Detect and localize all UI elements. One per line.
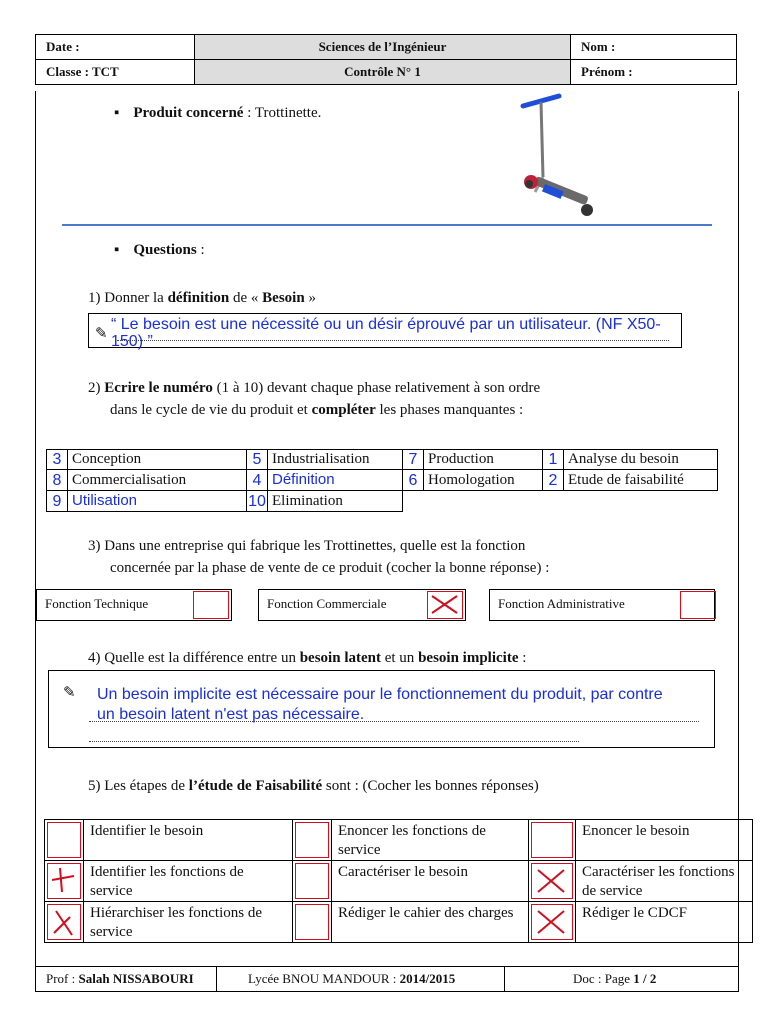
option-commerciale (258, 589, 466, 621)
etape-label: Caractériser les fonctions de service (576, 861, 753, 902)
q3-part: Dans une entreprise qui fabrique les Trottinettes, quelle est la fonction (104, 538, 526, 554)
checkbox[interactable] (45, 820, 84, 861)
phase-label: Analyse du besoin (564, 450, 718, 470)
q2-bold: Ecrire le numéro (104, 380, 213, 396)
option-technique (36, 589, 232, 621)
phase-label: Production (424, 450, 543, 470)
q1-number: 1) (88, 290, 101, 306)
q4-part: Quelle est la différence entre un (104, 650, 300, 666)
cross-mark-icon (428, 592, 461, 617)
phase-number[interactable]: 3 (47, 450, 68, 470)
phase-number[interactable]: 7 (403, 450, 424, 470)
checkbox-frame (295, 863, 329, 899)
checkbox-frame (47, 904, 81, 940)
footer-prof (46, 971, 194, 987)
checkbox-frame (295, 822, 329, 858)
phase-label: Conception (68, 450, 247, 470)
q5-part: Les étapes de (104, 778, 189, 794)
q4-answer-box[interactable] (48, 670, 715, 748)
q1-part: » (304, 290, 316, 306)
checkbox[interactable] (293, 861, 332, 902)
etudes-table (44, 819, 753, 943)
produit-label: Produit concerné (133, 105, 244, 121)
cross-mark-icon (532, 864, 570, 898)
phase-label: Homologation (424, 470, 543, 491)
q5-number: 5) (88, 778, 101, 794)
questions-label: Questions (133, 242, 197, 258)
phase-label: Commercialisation (68, 470, 247, 491)
option-administrative (489, 589, 715, 621)
q2-part: les phases manquantes : (375, 402, 524, 418)
questions-heading: ▪ Questions : (114, 242, 205, 258)
option-label: Fonction Technique (45, 596, 149, 611)
school-year: 2014/2015 (399, 971, 456, 986)
checkbox-frame (47, 863, 81, 899)
classe-label: Classe : TCT (36, 60, 195, 85)
pencil-icon: ✎ (95, 326, 108, 342)
q4-bold: besoin latent (299, 650, 381, 666)
phase-label: Industrialisation (268, 450, 403, 470)
date-label: Date : (36, 35, 195, 60)
q5-text (88, 775, 539, 797)
phase-number[interactable]: 9 (47, 491, 68, 512)
q5-part: sont : (Cocher les bonnes réponses) (322, 778, 539, 794)
etape-label: Rédiger le CDCF (576, 902, 753, 943)
cross-mark-icon (532, 905, 570, 939)
checkbox[interactable] (193, 591, 229, 619)
cross-mark-icon (48, 905, 78, 939)
etape-label: Enoncer le besoin (576, 820, 753, 861)
q4-bold: besoin implicite (418, 650, 519, 666)
checkbox-frame (531, 863, 573, 899)
checkbox[interactable] (680, 591, 716, 619)
footer (35, 966, 739, 992)
footer-divider (216, 967, 217, 991)
prof-label: Prof : (46, 971, 79, 986)
etape-label: Hiérarchiser les fonctions de service (84, 902, 293, 943)
cross-mark-icon (48, 864, 78, 898)
q1-answer-box[interactable] (88, 313, 682, 348)
lycee-label: Lycée BNOU MANDOUR : (248, 971, 400, 986)
checkbox-checked[interactable] (45, 902, 84, 943)
q1-part: Donner la (104, 290, 168, 306)
footer-lycee (248, 971, 455, 987)
header-table (35, 34, 737, 85)
checkbox-frame (531, 822, 573, 858)
separator-line (62, 224, 712, 226)
questions-colon: : (196, 242, 205, 258)
q2-part: dans le cycle de vie du produit et (110, 402, 312, 418)
nom-label: Nom : (571, 35, 737, 60)
q4-answer-line1: Un besoin implicite est nécessaire pour le fonctionnement du produit, par contre (97, 686, 663, 703)
produit-value: : Trottinette. (243, 105, 322, 121)
phase-handwritten: Définition (272, 471, 335, 488)
checkbox-checked[interactable] (529, 861, 576, 902)
footer-divider (504, 967, 505, 991)
page-number: 1 / 2 (633, 971, 657, 986)
checkbox[interactable] (293, 820, 332, 861)
doc-label: Doc : Page (573, 971, 634, 986)
q5-bold: l’étude de Faisabilité (188, 778, 323, 794)
controle-label: Contrôle N° 1 (195, 60, 571, 85)
q2-text (88, 377, 540, 421)
q3-part: concernée par la phase de vente de ce produit (cocher la bonne réponse) : (110, 560, 550, 576)
checkbox-frame (295, 904, 329, 940)
q4-part: et un (380, 650, 419, 666)
checkbox-checked[interactable] (529, 902, 576, 943)
checkbox-frame (531, 904, 573, 940)
phase-fill-in[interactable] (268, 470, 403, 491)
q4-answer-line2: un besoin latent n'est pas nécessaire. (97, 706, 365, 723)
q3-text (88, 535, 549, 579)
etape-label: Caractériser le besoin (332, 861, 529, 902)
phases-table (46, 449, 718, 512)
phase-fill-in[interactable] (68, 491, 247, 512)
phase-number[interactable]: 1 (543, 450, 564, 470)
prof-name: Salah NISSABOURI (78, 971, 194, 986)
produit-line: ▪ Produit concerné : Trottinette. (114, 105, 322, 121)
etape-label: Identifier les fonctions de service (84, 861, 293, 902)
q1-text (88, 287, 316, 309)
phase-number[interactable]: 6 (403, 470, 424, 491)
q3-number: 3) (88, 538, 101, 554)
answer-dotted-line (89, 741, 579, 742)
phase-label: Etude de faisabilité (564, 470, 718, 491)
q1-bold: Besoin (262, 290, 305, 306)
option-label: Fonction Commerciale (267, 596, 387, 611)
q4-number: 4) (88, 650, 101, 666)
etape-label: Rédiger le cahier des charges (332, 902, 529, 943)
checkbox-checked[interactable] (427, 591, 463, 619)
q4-part: : (518, 650, 527, 666)
checkbox[interactable] (293, 902, 332, 943)
subject: Sciences de l’Ingénieur (195, 35, 571, 60)
phase-number[interactable]: 5 (247, 450, 268, 470)
option-label: Fonction Administrative (498, 596, 625, 611)
checkbox-frame (47, 822, 81, 858)
q4-text (88, 647, 526, 669)
phase-label: Elimination (268, 491, 403, 512)
phase-number[interactable]: 10 (247, 491, 268, 512)
phase-number[interactable]: 4 (247, 470, 268, 491)
q1-answer: “ Le besoin est une nécessité ou un désir éprouvé par un utilisateur. (NF X50-150) ” (111, 316, 661, 350)
phase-handwritten: Utilisation (72, 492, 138, 509)
checkbox-checked[interactable] (45, 861, 84, 902)
q2-part: (1 à 10) devant chaque phase relativement à son ordre (212, 380, 541, 396)
footer-page (573, 971, 656, 987)
etape-label: Identifier le besoin (84, 820, 293, 861)
etape-label: Enoncer les fonctions de service (332, 820, 529, 861)
phase-number[interactable]: 2 (543, 470, 564, 491)
q1-part: de « (229, 290, 263, 306)
q2-bold: compléter (311, 402, 376, 418)
q1-bold: définition (167, 290, 230, 306)
pencil-icon: ✎ (63, 685, 76, 701)
prenom-label: Prénom : (571, 60, 737, 85)
trottinette-image (515, 92, 605, 222)
phase-number[interactable]: 8 (47, 470, 68, 491)
checkbox[interactable] (529, 820, 576, 861)
q2-number: 2) (88, 380, 101, 396)
